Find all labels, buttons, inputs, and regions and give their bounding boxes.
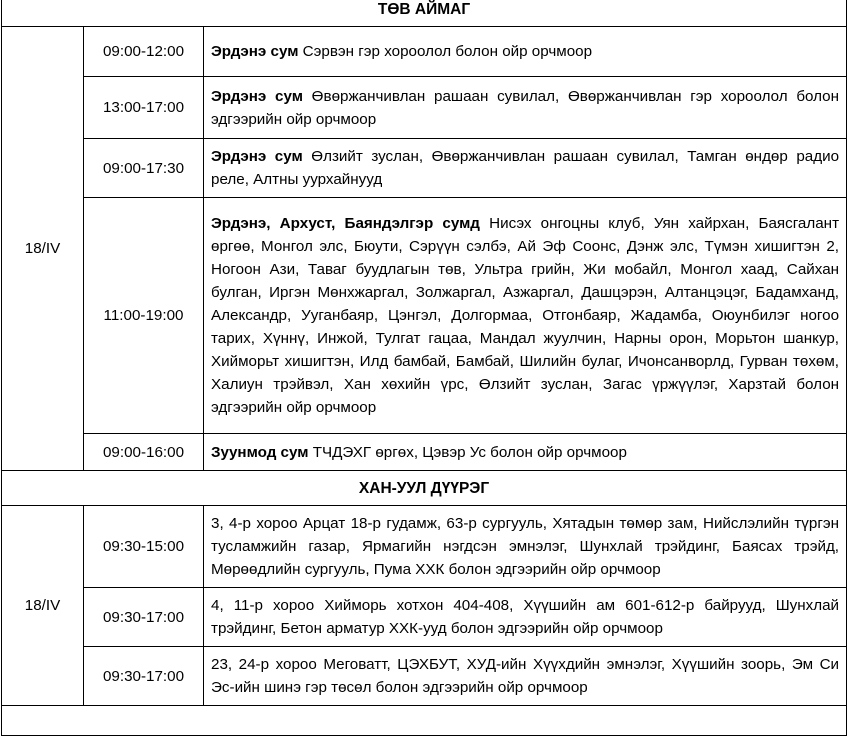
section-title: ТӨВ АЙМАГ: [2, 0, 847, 27]
time-cell: 09:30-15:00: [84, 506, 204, 588]
table-row: [2, 434, 847, 471]
time-cell: 09:30-17:00: [84, 647, 204, 706]
table-row: [2, 139, 847, 198]
time-cell: 09:30-17:00: [84, 588, 204, 647]
area-description: [204, 434, 847, 471]
area-description: [204, 139, 847, 198]
table-row: [2, 647, 847, 706]
location-name: Эрдэнэ сум: [211, 43, 299, 60]
table-row: [2, 27, 847, 77]
time-cell: 09:00-16:00: [84, 434, 204, 471]
table-row: [2, 198, 847, 434]
area-description: [204, 198, 847, 434]
area-description: 4, 11-р хороо Хийморь хотхон 404-408, Хүүшийн ам 601-612-р байрууд, Шунхлай трэйдинг, Бетон арматур ХХК-ууд болон эдгээрийн ойр орчмоор: [204, 588, 847, 647]
area-text: Өвөржанчивлан рашаан сувилал, Өвөржанчивлан гэр хороолол болон эдгээрийн ойр орчмоор: [211, 87, 840, 128]
date-cell: 18/IV: [2, 27, 84, 471]
table-row: [2, 588, 847, 647]
location-name: Эрдэнэ сум: [211, 87, 303, 105]
time-cell: 11:00-19:00: [84, 198, 204, 434]
area-description: 3, 4-р хороо Арцат 18-р гудамж, 63-р сургууль, Хятадын төмөр зам, Нийслэлийн түргэн тусламжийн газар, Ярмагийн нэгдсэн эмнэлэг, Шунхлай трэйдинг, Баясах трэйд, Мөрөөдлийн сургууль, Пума ХХК болон эдгээрийн ойр орчмоор: [204, 506, 847, 588]
next-section-header: [2, 706, 847, 736]
time-cell: 13:00-17:00: [84, 77, 204, 139]
time-cell: 09:00-17:30: [84, 139, 204, 198]
area-text: Нисэх онгоцны клуб, Уян хайрхан, Баясгалант өргөө, Монгол элс, Бюути, Сэрүүн сэлбэ, Ай Эф Соонс, Дэнж элс, Түмэн хишигтэн 2, Ногоон Ази, Таваг буудлагын төв, Ультра грийн, Жи мобайл, Монгол хаад, Сайхан булган, Иргэн Мөнхжаргал, Золжаргал, Азжаргал, Дашцэрэн, Алтанцэцэг, Бадамханд, Александр, Ууганбаяр, Цэнгэл, Долгормаа, Отгонбаяр, Жадамба, Оюунбилэг ногоо тарих, Хүннү, Инжой, Тулгат гацаа, Мандал жуулчин, Нарны орон, Морьтон шанкур, Хийморьт хишигтэн, Илд бамбай, Бамбай, Шилийн булаг, Ичонсанворлд, Гурван төхөм, Халиун трэйвэл, Хан хөхийн үрс, Өлзийт зуслан, Загас үржүүлэг, Харзтай болон эдгээрийн ойр орчмоор: [211, 215, 840, 416]
section-title: ХАН-УУЛ ДҮҮРЭГ: [2, 471, 847, 506]
outage-schedule-table: [1, 0, 847, 736]
table-row: [2, 506, 847, 588]
table-row: [2, 77, 847, 139]
time-cell: 09:00-12:00: [84, 27, 204, 77]
table-row: [2, 706, 847, 736]
area-description: 23, 24-р хороо Меговатт, ЦЭХБУТ, ХУД-ийн Хүүхдийн эмнэлэг, Хүүшийн зоорь, Эм Си Эс-ийн шинэ гэр төсөл болон эдгээрийн ойр орчмоор: [204, 647, 847, 706]
section-header-row: [2, 0, 847, 27]
location-name: Зуунмод сум: [211, 443, 309, 461]
section-header-row: [2, 471, 847, 506]
location-name: Эрдэнэ, Архуст, Баяндэлгэр сумд: [211, 215, 480, 232]
area-text: Сэрвэн гэр хороолол болон ойр орчмоор: [298, 43, 593, 60]
outage-schedule-sheet: [1, 0, 846, 736]
area-description: [204, 27, 847, 77]
location-name: Эрдэнэ сум: [211, 148, 303, 165]
area-text: Өлзийт зуслан, Өвөржанчивлан рашаан сувилал, Тамган өндөр радио реле, Алтны уурхайнууд: [211, 148, 840, 188]
area-text: ТЧДЭХГ өргөх, Цэвэр Ус болон ойр орчмоор: [308, 443, 627, 461]
area-description: [204, 77, 847, 139]
date-cell: 18/IV: [2, 506, 84, 706]
